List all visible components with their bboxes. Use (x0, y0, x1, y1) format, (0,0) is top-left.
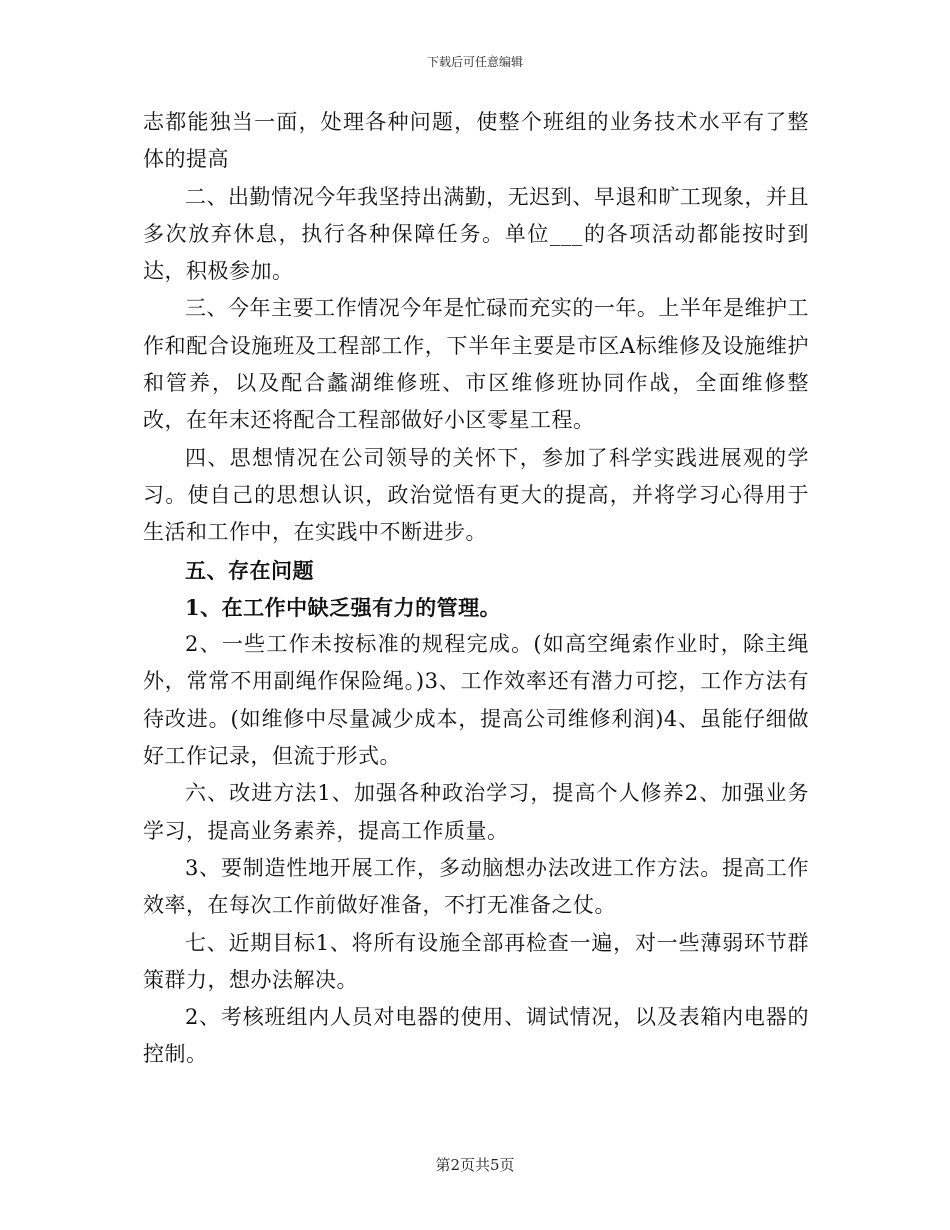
paragraph-improvement: 六、改进方法1、加强各种政治学习，提高个人修养2、加强业务学习，提高业务素养，提高工作质量。 (143, 781, 809, 843)
document-body (143, 104, 809, 1074)
paragraph-attendance: 二、出勤情况今年我坚持出满勤，无迟到、早退和旷工现象，并且多次放弃休息，执行各种保障任务。单位___的各项活动都能按时到达，积极参加。 (143, 184, 809, 284)
paragraph-main-work: 三、今年主要工作情况今年是忙碌而充实的一年。上半年是维护工作和配合设施班及工程部工作，下半年主要是市区A标维修及设施维护和管养，以及配合蠡湖维修班、市区维修班协同作战，全面维修整改，在年末还将配合工程部做好小区零星工程。 (143, 296, 809, 433)
section-heading-problems: 五、存在问题 (185, 557, 314, 583)
paragraph-near-term-goals: 七、近期目标1、将所有设施全部再检查一遍，对一些薄弱环节群策群力，想办法解决。 (143, 930, 809, 992)
paragraph-thinking: 四、思想情况在公司领导的关怀下，参加了科学实践进展观的学习。使自己的思想认识，政治觉悟有更大的提高，并将学习心得用于生活和工作中，在实践中不断进步。 (143, 445, 809, 545)
problem-item-1: 1、在工作中缺乏强有力的管理。 (185, 594, 502, 620)
problem-item-2: 2、一些工作未按标准的规程完成。(如高空绳索作业时，除主绳外，常常不用副绳作保险绳。)3、工作效率还有潜力可挖，工作方法有待改进。(如维修中尽量减少成本，提高公司维修利润)4、虽能仔细做好工作记录，但流于形式。 (143, 632, 809, 769)
improvement-item-3: 3、要制造性地开展工作，多动脑想办法改进工作方法。提高工作效率，在每次工作前做好准备，不打无准备之仗。 (143, 855, 809, 918)
page-header: 下载后可任意编辑 (426, 55, 523, 69)
goal-item-2: 2、考核班组内人员对电器的使用、调试情况，以及表箱内电器的控制。 (143, 1005, 809, 1067)
paragraph-continuation: 志都能独当一面，处理各种问题，使整个班组的业务技术水平有了整体的提高 (143, 110, 809, 172)
page-number: 第2页共5页 (435, 1156, 515, 1174)
